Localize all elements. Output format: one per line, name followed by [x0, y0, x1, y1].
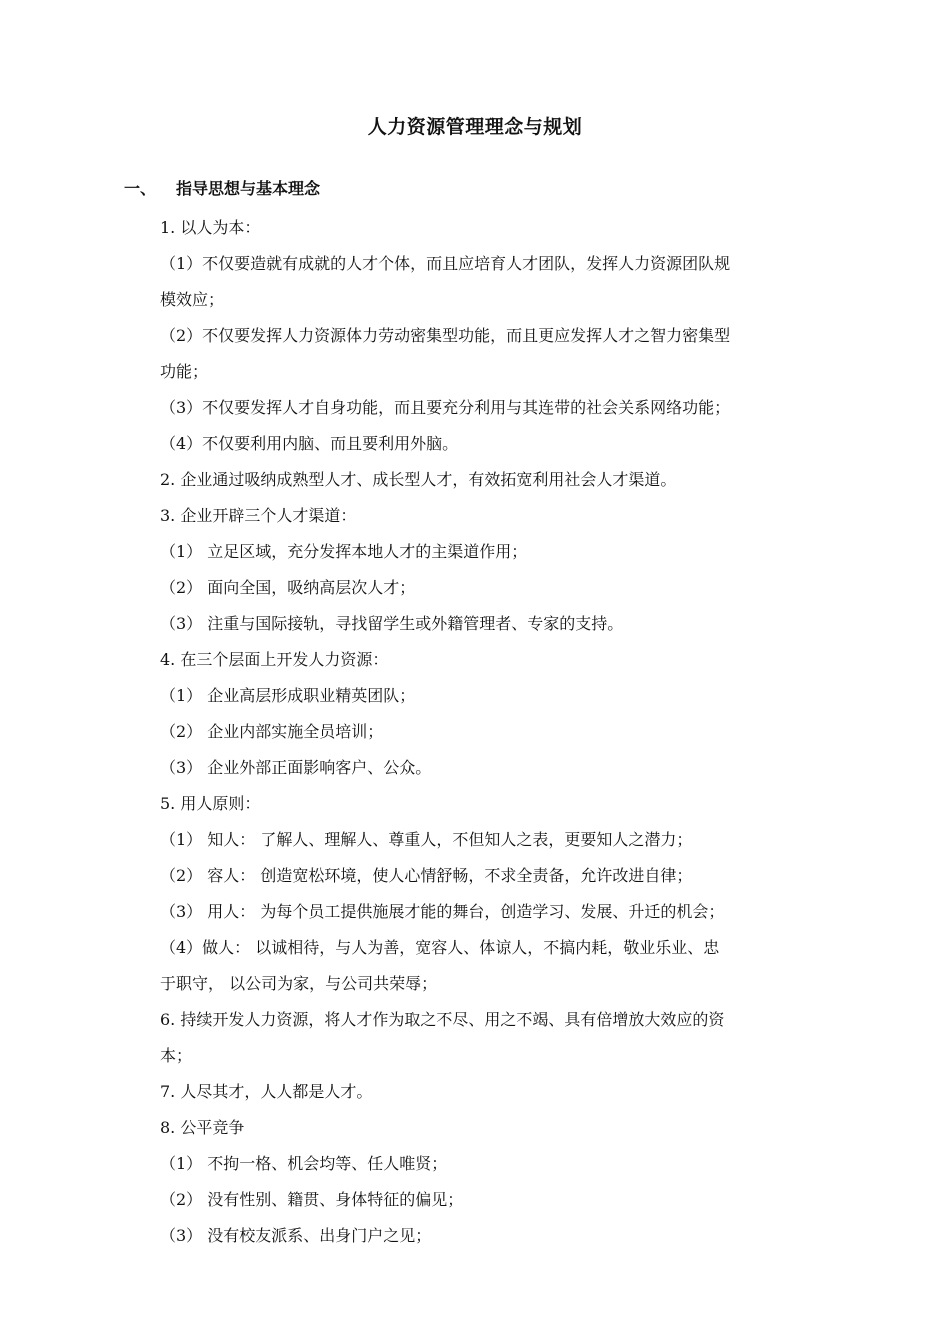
line-text: 2. 企业通过吸纳成熟型人才、成长型人才，有效拓宽利用社会人才渠道。 [160, 470, 677, 489]
section-number: 一、 [124, 179, 157, 198]
line-text: （3） 没有校友派系、出身门户之见； [160, 1226, 432, 1245]
list-item [160, 1218, 850, 1254]
line-text: （3） 注重与国际接轨，寻找留学生或外籍管理者、专家的支持。 [160, 614, 624, 633]
list-item [160, 858, 850, 894]
list-item [160, 930, 850, 1002]
line-text: 8. 公平竞争 [160, 1118, 245, 1137]
line-text: 1. 以人为本： [160, 218, 261, 237]
list-item [160, 678, 850, 714]
list-item [160, 786, 850, 822]
line-text: （2） 企业内部实施全员培训； [160, 722, 384, 741]
line-text: 6. 持续开发人力资源，将人才作为取之不尽、用之不竭、具有倍增放大效应的资 [160, 1010, 725, 1029]
list-item [160, 1110, 850, 1146]
line-continuation: 功能； [160, 362, 209, 381]
list-item [160, 534, 850, 570]
line-text: （3） 用人： 为每个员工提供施展才能的舞台，创造学习、发展、升迁的机会； [160, 902, 725, 921]
list-item [160, 750, 850, 786]
line-text: （1）不仅要造就有成就的人才个体，而且应培育人才团队，发挥人力资源团队规 [160, 254, 731, 273]
list-item [160, 210, 850, 246]
section-heading [124, 176, 320, 199]
list-item [160, 894, 850, 930]
section-heading-text: 指导思想与基本理念 [176, 179, 321, 198]
line-text: （2）不仅要发挥人力资源体力劳动密集型功能，而且更应发挥人才之智力密集型 [160, 326, 731, 345]
line-text: （1） 知人： 了解人、理解人、尊重人，不但知人之表，更要知人之潜力； [160, 830, 693, 849]
line-text: （2） 面向全国，吸纳高层次人才； [160, 578, 416, 597]
list-item [160, 246, 850, 318]
list-item [160, 822, 850, 858]
line-text: （1） 立足区域，充分发挥本地人才的主渠道作用； [160, 542, 528, 561]
line-text: 7. 人尽其才，人人都是人才。 [160, 1082, 373, 1101]
line-continuation: 本； [160, 1046, 193, 1065]
document-body [160, 210, 850, 1254]
line-text: （3）不仅要发挥人才自身功能，而且要充分利用与其连带的社会关系网络功能； [160, 398, 731, 417]
line-text: 5. 用人原则： [160, 794, 261, 813]
list-item [160, 642, 850, 678]
list-item [160, 462, 850, 498]
line-text: （3） 企业外部正面影响客户、公众。 [160, 758, 432, 777]
line-text: （4）不仅要利用内脑、而且要利用外脑。 [160, 434, 459, 453]
list-item [160, 1002, 850, 1074]
line-text: （1） 不拘一格、机会均等、任人唯贤； [160, 1154, 448, 1173]
line-text: 3. 企业开辟三个人才渠道： [160, 506, 357, 525]
line-continuation: 于职守， 以公司为家，与公司共荣辱； [160, 974, 438, 993]
list-item [160, 714, 850, 750]
line-text: （2） 容人： 创造宽松环境，使人心情舒畅，不求全责备，允许改进自律； [160, 866, 693, 885]
list-item [160, 1182, 850, 1218]
line-text: （4）做人： 以诚相待，与人为善，宽容人、体谅人，不搞内耗，敬业乐业、忠 [160, 938, 720, 957]
list-item [160, 318, 850, 390]
list-item [160, 606, 850, 642]
line-text: 4. 在三个层面上开发人力资源： [160, 650, 389, 669]
list-item [160, 498, 850, 534]
document-title: 人力资源管理理念与规划 [367, 116, 583, 138]
list-item [160, 1146, 850, 1182]
list-item [160, 426, 850, 462]
list-item [160, 390, 850, 426]
list-item [160, 570, 850, 606]
line-continuation: 模效应； [160, 290, 225, 309]
line-text: （2） 没有性别、籍贯、身体特征的偏见； [160, 1190, 464, 1209]
line-text: （1） 企业高层形成职业精英团队； [160, 686, 416, 705]
list-item [160, 1074, 850, 1110]
